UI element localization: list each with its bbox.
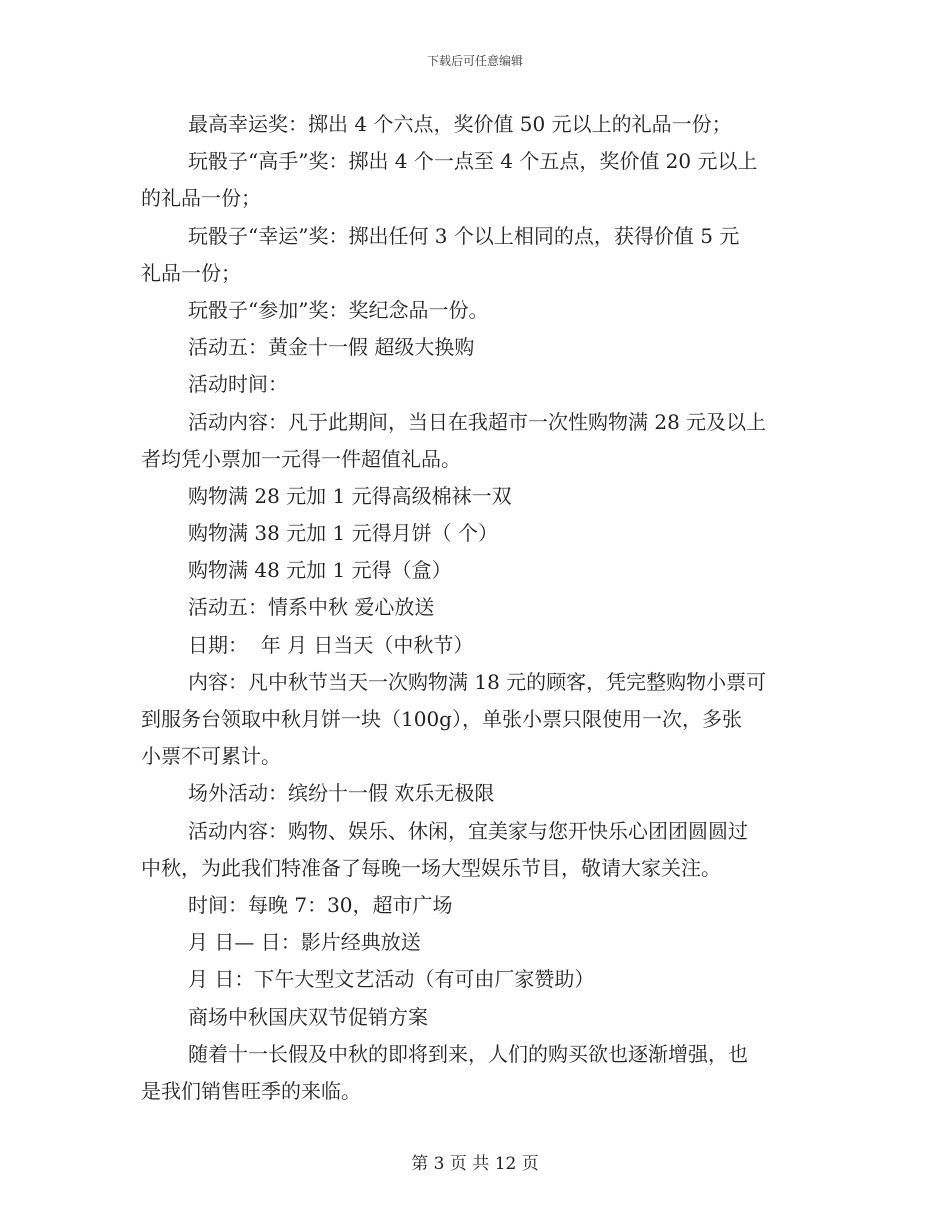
body-line-13: 购物满 48 元加 1 元得（盒） bbox=[188, 558, 452, 583]
document-body bbox=[141, 106, 809, 1110]
body-line-8: 活动时间： bbox=[188, 372, 288, 397]
body-line-23: 月 日— 日：影片经典放送 bbox=[188, 930, 421, 955]
body-line-9: 活动内容：凡于此期间，当日在我超市一次性购物满 28 元及以上 bbox=[188, 409, 767, 434]
body-line-19: 场外活动：缤纷十一假 欢乐无极限 bbox=[188, 781, 495, 806]
body-line-25: 商场中秋国庆双节促销方案 bbox=[188, 1004, 428, 1029]
body-line-7: 活动五：黄金十一假 超级大换购 bbox=[188, 335, 475, 360]
body-line-1: 最高幸运奖：掷出 4 个六点，奖价值 50 元以上的礼品一份； bbox=[188, 112, 732, 136]
body-line-14: 活动五：情系中秋 爱心放送 bbox=[188, 595, 435, 620]
body-line-12: 购物满 38 元加 1 元得月饼（ 个） bbox=[188, 521, 498, 546]
body-line-26: 随着十一长假及中秋的即将到来，人们的购买欲也逐渐增强，也 bbox=[188, 1041, 748, 1066]
body-line-21: 中秋，为此我们特准备了每晚一场大型娱乐节目，敬请大家关注。 bbox=[141, 855, 721, 880]
body-line-11: 购物满 28 元加 1 元得高级棉袜一双 bbox=[188, 483, 512, 508]
body-line-24: 月 日：下午大型文艺活动（有可由厂家赞助） bbox=[188, 967, 595, 992]
page-header: 下载后可任意编辑 bbox=[426, 54, 523, 68]
body-line-27: 是我们销售旺季的来临。 bbox=[141, 1078, 361, 1103]
page-number-footer: 第 3 页 共 12 页 bbox=[411, 1154, 539, 1174]
body-line-20: 活动内容：购物、娱乐、休闲，宜美家与您开快乐心团团圆圆过 bbox=[188, 818, 748, 843]
body-line-6: 玩骰子“参加”奖：奖纪念品一份。 bbox=[188, 297, 489, 322]
body-line-16: 内容：凡中秋节当天一次购物满 18 元的顾客，凭完整购物小票可 bbox=[188, 669, 767, 694]
body-line-15: 日期： 年 月 日当天（中秋节） bbox=[188, 632, 474, 657]
body-line-22: 时间：每晚 7：30，超市广场 bbox=[188, 892, 453, 917]
body-line-4: 玩骰子“幸运”奖：掷出任何 3 个以上相同的点，获得价值 5 元 bbox=[188, 223, 740, 248]
body-line-2: 玩骰子“高手”奖：掷出 4 个一点至 4 个五点，奖价值 20 元以上 bbox=[188, 149, 758, 174]
body-line-10: 者均凭小票加一元得一件超值礼品。 bbox=[141, 446, 461, 471]
body-line-3: 的礼品一份； bbox=[141, 186, 261, 211]
body-line-17: 到服务台领取中秋月饼一块（100g），单张小票只限使用一次，多张 bbox=[141, 707, 742, 731]
body-line-18: 小票不可累计。 bbox=[141, 744, 281, 769]
body-line-5: 礼品一份； bbox=[141, 260, 241, 285]
